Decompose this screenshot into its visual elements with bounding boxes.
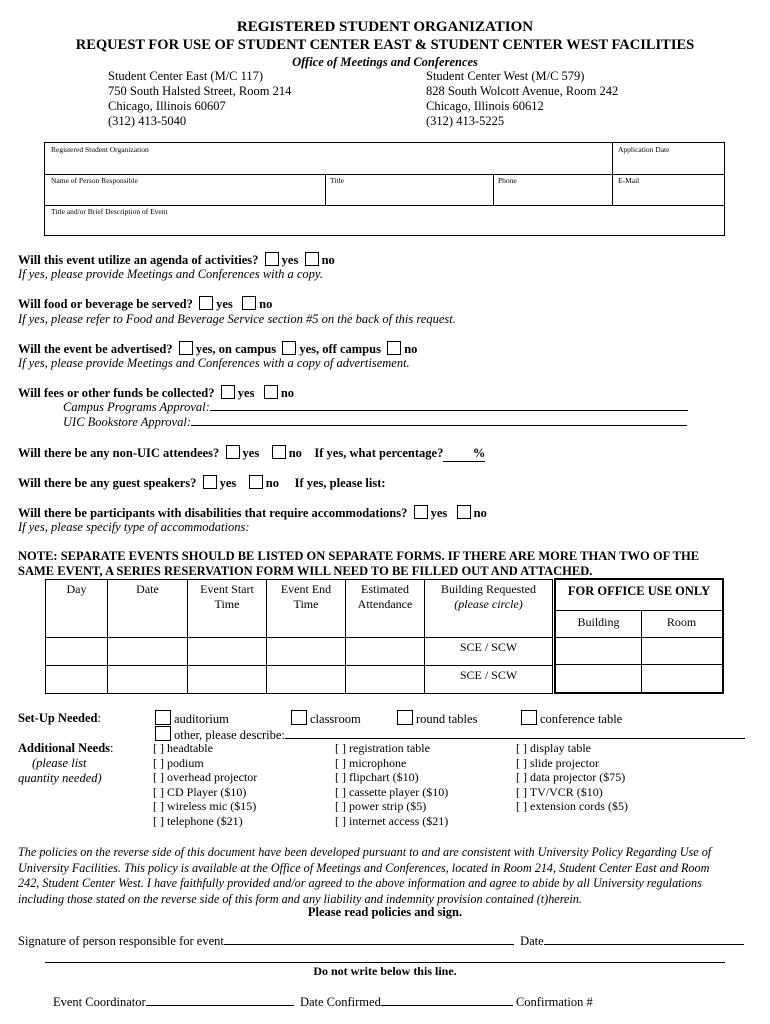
office-use-box: [554, 578, 724, 694]
form-subtitle: REQUEST FOR USE OF STUDENT CENTER EAST & STUDENT CENTER WEST FACILITIES: [75, 37, 695, 53]
auditorium-checkbox[interactable]: [155, 710, 171, 725]
fees-text: Will fees or other funds be collected?: [18, 386, 215, 400]
east-address-line: Student Center East (M/C 117): [108, 69, 264, 83]
yes-label: yes: [219, 476, 237, 490]
need-item[interactable]: [ ] overhead projector: [153, 770, 258, 785]
advertised-text: Will the event be advertised?: [18, 342, 173, 356]
divider: [556, 664, 722, 665]
policy-text: [18, 845, 758, 907]
signature-field[interactable]: [224, 944, 514, 945]
setup-classroom: [291, 710, 361, 727]
food-no-checkbox[interactable]: [242, 296, 256, 310]
divider: [45, 962, 725, 963]
person-field[interactable]: [47, 184, 323, 204]
applicant-info-box: [44, 142, 725, 236]
percentage-field[interactable]: [443, 446, 485, 462]
non-uic-question: [18, 445, 485, 462]
attendance-cell[interactable]: [346, 666, 425, 694]
start-label: Event Start: [200, 582, 254, 596]
needs-column-2: [335, 741, 448, 829]
conference-table-checkbox[interactable]: [521, 710, 537, 725]
end-cell[interactable]: [267, 666, 346, 694]
needs-colon: :: [110, 741, 114, 755]
west-address-line: (312) 413-5225: [426, 114, 505, 128]
food-question: [18, 296, 272, 312]
campus-programs-field[interactable]: [210, 410, 688, 411]
need-item[interactable]: [ ] telephone ($21): [153, 813, 243, 828]
agenda-text: Will this event utilize an agenda of activities?: [18, 253, 259, 267]
date-cell[interactable]: [108, 638, 188, 666]
speakers-text: Will there be any guest speakers?: [18, 476, 197, 490]
setup-label-text: Set-Up Needed: [18, 711, 98, 725]
org-field[interactable]: [47, 153, 610, 173]
title-label: Title: [330, 176, 344, 185]
other-label: other, please describe:: [174, 728, 285, 742]
other-field[interactable]: [285, 738, 745, 739]
advertised-note: If yes, please provide Meetings and Conferences with a copy of advertisement.: [18, 356, 410, 370]
email-label: E-Mail: [618, 176, 640, 185]
note-line1: NOTE: SEPARATE EVENTS SHOULD BE LISTED ON SEPARATE FORMS. IF THERE ARE MORE THAN TWO OF THE: [18, 549, 700, 563]
org-label: Registered Student Organization: [51, 145, 149, 154]
policy-line: 242, Student Center West. I have faithfully provided and/or agreed to the above information and agree to abide by all University regulations: [18, 876, 702, 890]
start-cell[interactable]: [188, 638, 267, 666]
fees-no-checkbox[interactable]: [264, 385, 278, 399]
no-label: no: [404, 342, 418, 356]
classroom-label: classroom: [310, 712, 361, 726]
setup-round-tables: [397, 710, 477, 727]
on-campus-label: yes, on campus: [195, 342, 277, 356]
title-field[interactable]: [328, 184, 491, 204]
setup-label: [18, 711, 101, 726]
no-label: no: [265, 476, 279, 490]
read-policies: Please read policies and sign.: [307, 905, 463, 919]
need-item[interactable]: [ ] CD Player ($10): [153, 784, 247, 799]
need-item[interactable]: [ ] flipchart ($10): [335, 770, 419, 785]
advertised-on-campus-checkbox[interactable]: [179, 341, 193, 355]
yes-label: yes: [237, 386, 255, 400]
disabilities-question: [18, 505, 487, 521]
needs-sub1: (please list: [32, 756, 87, 770]
advertised-no-checkbox[interactable]: [387, 341, 401, 355]
office-row: [53, 995, 593, 1010]
need-item[interactable]: [ ] cassette player ($10): [335, 784, 449, 799]
office-name: Office of Meetings and Conferences: [292, 55, 478, 69]
needs-column-3: [516, 741, 628, 814]
yes-label: yes: [216, 297, 233, 311]
setup-auditorium: [155, 710, 229, 727]
disabilities-no-checkbox[interactable]: [457, 505, 471, 519]
divider: [45, 205, 724, 206]
speakers-yes-checkbox[interactable]: [203, 475, 217, 489]
disabilities-text: Will there be participants with disabilities that require accommodations?: [18, 506, 408, 520]
do-not-write: Do not write below this line.: [313, 964, 457, 978]
building-option[interactable]: SCE / SCW: [425, 638, 553, 666]
needs-column-1: [153, 741, 257, 829]
event-desc-label: Title and/or Brief Description of Event: [51, 207, 168, 216]
divider: [612, 143, 613, 205]
conference-table-label: conference table: [540, 712, 623, 726]
policy-line: including those stated on the reverse side of this form and any liability and indemnity provision contained (t)herein.: [18, 891, 582, 906]
phone-label: Phone: [498, 176, 517, 185]
signature-row: [18, 934, 744, 949]
end-cell[interactable]: [267, 638, 346, 666]
divider: [325, 174, 326, 205]
percentage-label: If yes, what percentage?: [314, 446, 444, 460]
yes-label: yes: [281, 253, 299, 267]
agenda-yes-checkbox[interactable]: [265, 252, 279, 266]
need-item[interactable]: [ ] TV/VCR ($10): [516, 784, 603, 799]
coordinator-label: Event Coordinator: [53, 995, 146, 1009]
app-date-label: Application Date: [618, 145, 670, 154]
signature-label: Signature of person responsible for event: [18, 934, 224, 948]
yes-label: yes: [242, 446, 260, 460]
start-cell[interactable]: [188, 666, 267, 694]
campus-programs-label: Campus Programs Approval:: [63, 400, 210, 414]
building-option[interactable]: SCE / SCW: [425, 666, 553, 694]
west-address-line: Chicago, Illinois 60612: [426, 99, 544, 113]
speakers-list-label: If yes, please list:: [294, 476, 386, 490]
speakers-question: [18, 475, 386, 491]
east-address: [108, 69, 291, 129]
note-line2: SAME EVENT, A SERIES RESERVATION FORM WILL NEED TO BE FILLED OUT AND ATTACHED.: [18, 564, 593, 578]
bookstore-label: UIC Bookstore Approval:: [63, 415, 191, 429]
need-item[interactable]: [ ] registration table: [335, 741, 430, 755]
day-cell[interactable]: [46, 638, 108, 666]
header-start: [188, 580, 267, 638]
divider: [493, 174, 494, 205]
email-field[interactable]: [615, 184, 723, 204]
need-item[interactable]: [ ] internet access ($21): [335, 813, 449, 828]
speakers-no-checkbox[interactable]: [249, 475, 263, 489]
no-label: no: [280, 386, 295, 400]
attendance-label: Attendance: [357, 597, 413, 611]
day-cell[interactable]: [46, 666, 108, 694]
office-room-label: Room: [666, 615, 697, 629]
need-item[interactable]: [ ] wireless mic ($15): [153, 799, 257, 814]
attendance-cell[interactable]: [346, 638, 425, 666]
food-text: Will food or beverage be served?: [18, 297, 193, 311]
date-confirmed-field[interactable]: [381, 1005, 513, 1006]
office-use-title: FOR OFFICE USE ONLY: [567, 584, 711, 598]
header-date: Date: [108, 580, 188, 638]
date-cell[interactable]: [108, 666, 188, 694]
west-address-line: Student Center West (M/C 579): [426, 69, 585, 83]
app-date-field[interactable]: [615, 153, 723, 173]
attendance-label: Estimated: [361, 582, 409, 596]
setup-conference-table: [521, 710, 622, 727]
need-item[interactable]: [ ] headtable: [153, 741, 213, 755]
please-circle-label: (please circle): [454, 597, 523, 611]
yes-label: yes: [430, 506, 448, 520]
food-yes-checkbox[interactable]: [199, 296, 213, 310]
event-desc-field[interactable]: [47, 215, 723, 235]
form-title: REGISTERED STUDENT ORGANIZATION: [236, 19, 534, 35]
advertised-off-campus-checkbox[interactable]: [282, 341, 296, 355]
need-item[interactable]: [ ] power strip ($5): [335, 799, 427, 814]
need-item[interactable]: [ ] extension cords ($5): [516, 799, 628, 814]
agenda-note: If yes, please provide Meetings and Conferences with a copy.: [18, 267, 323, 281]
end-label: Event End: [280, 582, 332, 596]
divider: [45, 174, 724, 175]
campus-programs-row: [63, 400, 688, 415]
auditorium-label: auditorium: [174, 712, 229, 726]
percent-sign: %: [472, 446, 486, 460]
need-item[interactable]: [ ] microphone: [335, 755, 407, 770]
fees-yes-checkbox[interactable]: [221, 385, 235, 399]
policy-line: University Facilities. This policy is available at the Office of Meetings and Conferences, located in Room 214, Student Center East and Room: [18, 860, 710, 875]
policy-line: The policies on the reverse side of this document have been developed pursuant to and are consistent with University Policy Regarding Use of: [18, 845, 712, 859]
divider: [556, 637, 722, 638]
signature-date-field[interactable]: [544, 944, 744, 945]
need-item[interactable]: [ ] display table: [516, 741, 591, 755]
need-item[interactable]: [ ] podium: [153, 755, 204, 770]
other-checkbox[interactable]: [155, 726, 171, 741]
east-address-line: Chicago, Illinois 60607: [108, 99, 226, 113]
needs-sub2: quantity needed): [18, 771, 102, 785]
signature-date-label: Date: [520, 934, 544, 948]
no-label: no: [288, 446, 302, 460]
needs-label: [18, 741, 114, 756]
non-uic-yes-checkbox[interactable]: [226, 445, 240, 459]
east-address-line: (312) 413-5040: [108, 114, 187, 128]
disabilities-yes-checkbox[interactable]: [414, 505, 428, 519]
header-end: [267, 580, 346, 638]
coordinator-field[interactable]: [146, 1005, 294, 1006]
off-campus-label: yes, off campus: [299, 342, 381, 356]
need-item[interactable]: [ ] slide projector: [516, 755, 599, 770]
bookstore-row: [63, 415, 687, 430]
east-address-line: 750 South Halsted Street, Room 214: [108, 84, 292, 98]
non-uic-text: Will there be any non-UIC attendees?: [18, 446, 220, 460]
west-address: [426, 69, 618, 129]
agenda-question: [18, 252, 335, 268]
person-label: Name of Person Responsible: [51, 176, 138, 185]
header-building: [425, 580, 553, 638]
start-label: Time: [214, 597, 240, 611]
agenda-no-checkbox[interactable]: [305, 252, 319, 266]
disabilities-note: If yes, please specify type of accommodations:: [18, 520, 250, 534]
west-address-line: 828 South Wolcott Avenue, Room 242: [426, 84, 619, 98]
event-schedule-table: [45, 579, 553, 694]
need-item[interactable]: [ ] data projector ($75): [516, 770, 626, 785]
round-tables-checkbox[interactable]: [397, 710, 413, 725]
round-tables-label: round tables: [416, 712, 478, 726]
no-label: no: [473, 506, 487, 520]
bookstore-field[interactable]: [191, 425, 687, 426]
header-attendance: [346, 580, 425, 638]
office-building-label: Building: [577, 615, 620, 629]
needs-label-text: Additional Needs: [18, 741, 111, 755]
end-label: Time: [293, 597, 319, 611]
non-uic-no-checkbox[interactable]: [272, 445, 286, 459]
header-day: Day: [46, 580, 108, 638]
divider: [556, 610, 722, 611]
building-req-label: Building Requested: [441, 582, 536, 596]
advertised-question: [18, 341, 417, 357]
food-note: If yes, please refer to Food and Beverage Service section #5 on the back of this request.: [18, 312, 456, 326]
setup-colon: :: [97, 711, 101, 725]
phone-field[interactable]: [496, 184, 610, 204]
confirmation-label: Confirmation #: [515, 995, 593, 1009]
date-confirmed-label: Date Confirmed: [299, 995, 381, 1009]
fees-question: [18, 385, 294, 401]
no-label: no: [259, 297, 273, 311]
classroom-checkbox[interactable]: [291, 710, 307, 725]
no-label: no: [321, 253, 335, 267]
